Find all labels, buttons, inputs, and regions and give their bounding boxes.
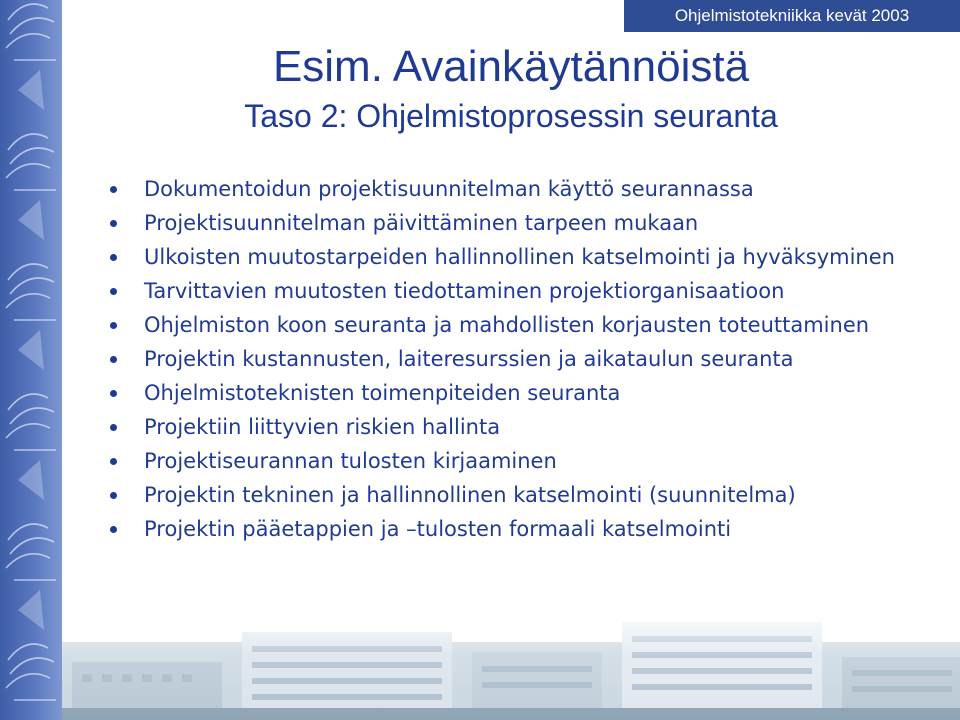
buildings-illustration bbox=[62, 602, 960, 720]
bullet-item: Ohjelmistoteknisten toimenpiteiden seuranta bbox=[108, 376, 928, 410]
bullet-item: Projektin tekninen ja hallinnollinen katselmointi (suunnitelma) bbox=[108, 478, 928, 512]
bullet-item: Ohjelmiston koon seuranta ja mahdollisten korjausten toteuttaminen bbox=[108, 308, 928, 342]
bullet-item: Tarvittavien muutosten tiedottaminen projektiorganisaatioon bbox=[108, 274, 928, 308]
bullet-item: Ulkoisten muutostarpeiden hallinnollinen katselmointi ja hyväksyminen bbox=[108, 240, 928, 274]
bullet-item: Dokumentoidun projektisuunnitelman käyttö seurannassa bbox=[108, 172, 928, 206]
slide-subtitle: Taso 2: Ohjelmistoprosessin seuranta bbox=[244, 98, 778, 134]
bullet-item: Projektisuunnitelman päivittäminen tarpeen mukaan bbox=[108, 206, 928, 240]
campus-buildings-image bbox=[62, 602, 960, 720]
bullet-item: Projektiseurannan tulosten kirjaaminen bbox=[108, 444, 928, 478]
sail-pattern-icon bbox=[0, 0, 62, 720]
course-header-bar bbox=[624, 0, 960, 32]
side-decoration-band bbox=[0, 0, 62, 720]
bullet-item: Projektiin liittyvien riskien hallinta bbox=[108, 410, 928, 444]
bullet-item: Projektin pääetappien ja –tulosten formaali katselmointi bbox=[108, 512, 928, 546]
course-label: Ohjelmistotekniikka kevät 2003 bbox=[674, 6, 910, 25]
bullet-item: Projektin kustannusten, laiteresurssien ja aikataulun seuranta bbox=[108, 342, 928, 376]
bullet-list bbox=[108, 172, 928, 546]
slide-title: Esim. Avainkäytännöistä bbox=[272, 42, 750, 91]
